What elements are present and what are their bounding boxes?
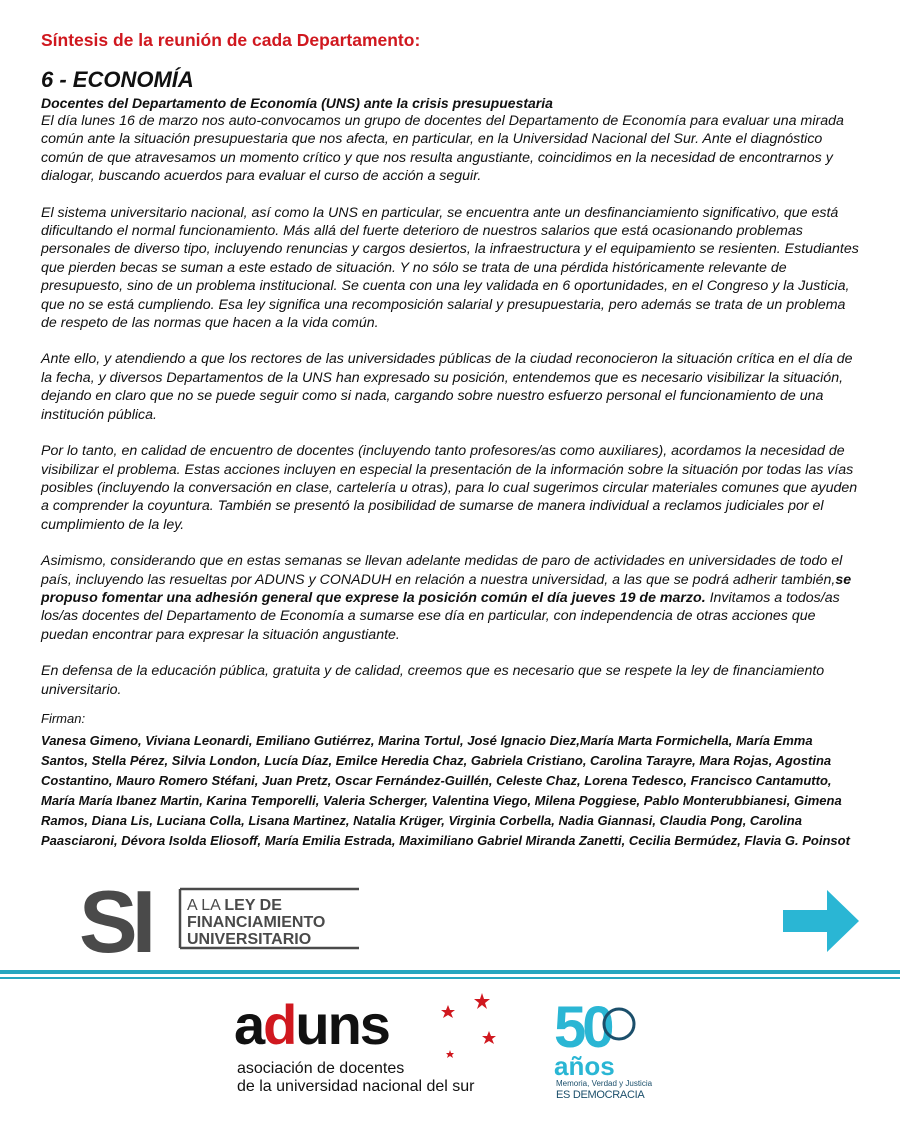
50-number: 50 xyxy=(554,995,611,1060)
si-letters: SI xyxy=(79,880,151,956)
anos-word: años xyxy=(554,1051,615,1079)
paragraph-5-start: Asimismo, considerando que en estas semanas se llevan adelante medidas de paro de actividades en universidades de todo el país, incluyendo las resueltas por ADUNS y CONADUH en relación a nuestra universidad, a las que se podrá adherir también, xyxy=(41,553,843,588)
paragraph-6: En defensa de la educación pública, gratuita y de calidad, creemos que es necesario que se respete la ley de financiamiento universitario. xyxy=(41,663,825,698)
50-anos-democracia-logo xyxy=(552,995,652,1105)
paragraph-5 xyxy=(41,552,863,644)
page-heading: Síntesis de la reunión de cada Departamento: xyxy=(41,30,421,50)
aduns-letter-a: a xyxy=(234,993,264,1056)
si-line2: FINANCIAMIENTO xyxy=(187,914,326,931)
aduns-letter-d: d xyxy=(263,993,296,1056)
divider-line-thin xyxy=(0,977,900,979)
signatures-label: Firman: xyxy=(41,710,86,726)
si-ley-financiamiento-logo xyxy=(79,880,364,956)
document-title: Docentes del Departamento de Economía (UNS) ante la crisis presupuestaria xyxy=(41,95,553,111)
50-anos-mark xyxy=(552,995,652,1079)
aduns-letters-rest: uns xyxy=(295,993,389,1056)
signers-list: Vanesa Gimeno, Viviana Leonardi, Emiliano Gutiérrez, Marina Tortul, José Ignacio Diez,María Marta Formichella, María Emma Santos, Stella Pérez, Silvia London, Lucía Díaz, Emilce Heredia Chaz, Gabriela Cristiano, Carolina Tarayre, Mara Rojas, Agostina Costantino, Mauro Romero Stéfani, Juan Pretz, Oscar Fernández-Guillén, Celeste Chaz, Lorena Tedesco, Francisco Cantamutto, María María Ibanez Martin, Karina Temporelli, Valeria Scherger, Valentina Viego, Milena Poggiese, Pablo Monterubbianesi, Gimena Ramos, Diana Lis, Luciana Colla, Lisana Martinez, Natalia Krüger, Virginia Corbella, Nadia Giannasi, Claudia Pong, Carolina Paasciaroni, Dévora Isolda Eliosoff, María Emilia Estrada, Maximiliano Gabriel Miranda Zanetti, Cecilia Bermúdez, Flavia G. Poinsot xyxy=(41,732,850,848)
aduns-wordmark xyxy=(234,992,389,1058)
si-line1-bold: LEY DE xyxy=(224,897,282,914)
si-line1-light: A LA xyxy=(187,897,220,914)
paragraph-3: Ante ello, y atendiendo a que los rectores de las universidades públicas de la ciudad reconocieron la situación crítica en el día de la fecha, y diversos Departamentos de la UNS han expresado su posición, entendemos que es necesario visibilizar la situación, dejando en claro que no se puede seguir como si nada, cargando sobre nuestro esfuerzo personal el funcionamiento de una institución pública. xyxy=(41,351,853,423)
aduns-subtitle-1: asociación de docentes xyxy=(237,1060,405,1077)
paragraph-5-highlight: se propuso fomentar una adhesión general que exprese la posición común el día jueves 19 de marzo. xyxy=(41,571,852,606)
50-anos-tagline-2: ES DEMOCRACIA xyxy=(556,1089,645,1101)
paragraph-4: Por lo tanto, en calidad de encuentro de docentes (incluyendo tanto profesores/as como auxiliares), acordamos la necesidad de visibilizar el problema. Estas acciones incluyen en especial la presentación de la información sobre la situación por todas las vías posibles (incluyendo la conversación en clase, cartelería u otras), para lo cual sugerimos circular materiales comunes que ayuden a comprender la coyuntura. También se presentó la posibilidad de sumarse de manera individual a reclamos judiciales por el cumplimiento de la ley. xyxy=(41,443,858,533)
50-anos-tagline-1: Memoria, Verdad y Justicia xyxy=(556,1079,653,1088)
stars-icon xyxy=(440,990,500,1060)
aduns-subtitle-2: de la universidad nacional del sur xyxy=(237,1078,475,1095)
paragraph-1: El día lunes 16 de marzo nos auto-convocamos un grupo de docentes del Departamento de Economía para evaluar una mirada común ante la situación presupuestaria que nos afecta, en particular, en la Universidad Nacional del Sur. Ante el diagnóstico común de que atravesamos un momento crítico y que nos resulta angustiante, coincidimos en la necesidad de encontrarnos y dialogar, buscando acuerdos para evaluar el curso de acción a seguir. xyxy=(41,113,844,185)
divider-line xyxy=(0,970,900,974)
section-title: 6 - ECONOMÍA xyxy=(41,67,194,92)
si-line3: UNIVERSITARIO xyxy=(187,931,312,948)
paragraph-5-end: Invitamos a todos/as los/as docentes del Departamento de Economía a sumarse ese día en particular, con independencia de otras acciones que puedan encontrar para expresar la situación angustiante. xyxy=(41,589,840,643)
next-arrow-icon[interactable] xyxy=(783,890,861,952)
paragraph-2: El sistema universitario nacional, así como la UNS en particular, se encuentra ante un desfinanciamiento significativo, que está dificultando el normal funcionamiento. Más allá del fuerte deterioro de nuestros salarios que está ocasionando problemas personales de diverso tipo, incluyendo renuncias y cargos desiertos, la infraestructura y el equipamiento se resienten. Estudiantes que pierden becas se suman a este estado de situación. Y no sólo se trata de una pérdida históricamente relevante de presupuesto, sino de un problema institucional. Se cuenta con una ley validada en 6 oportunidades, en el Congreso y la Justicia, que no se está cumpliendo. Esa ley significa una recomposición salarial y presupuestaria, pero además se trata de un problema de respeto de las normas que hacen a la vida común. xyxy=(41,204,859,332)
document-content xyxy=(41,30,863,851)
svg-text:A LA LEY DE xyxy=(187,897,282,914)
